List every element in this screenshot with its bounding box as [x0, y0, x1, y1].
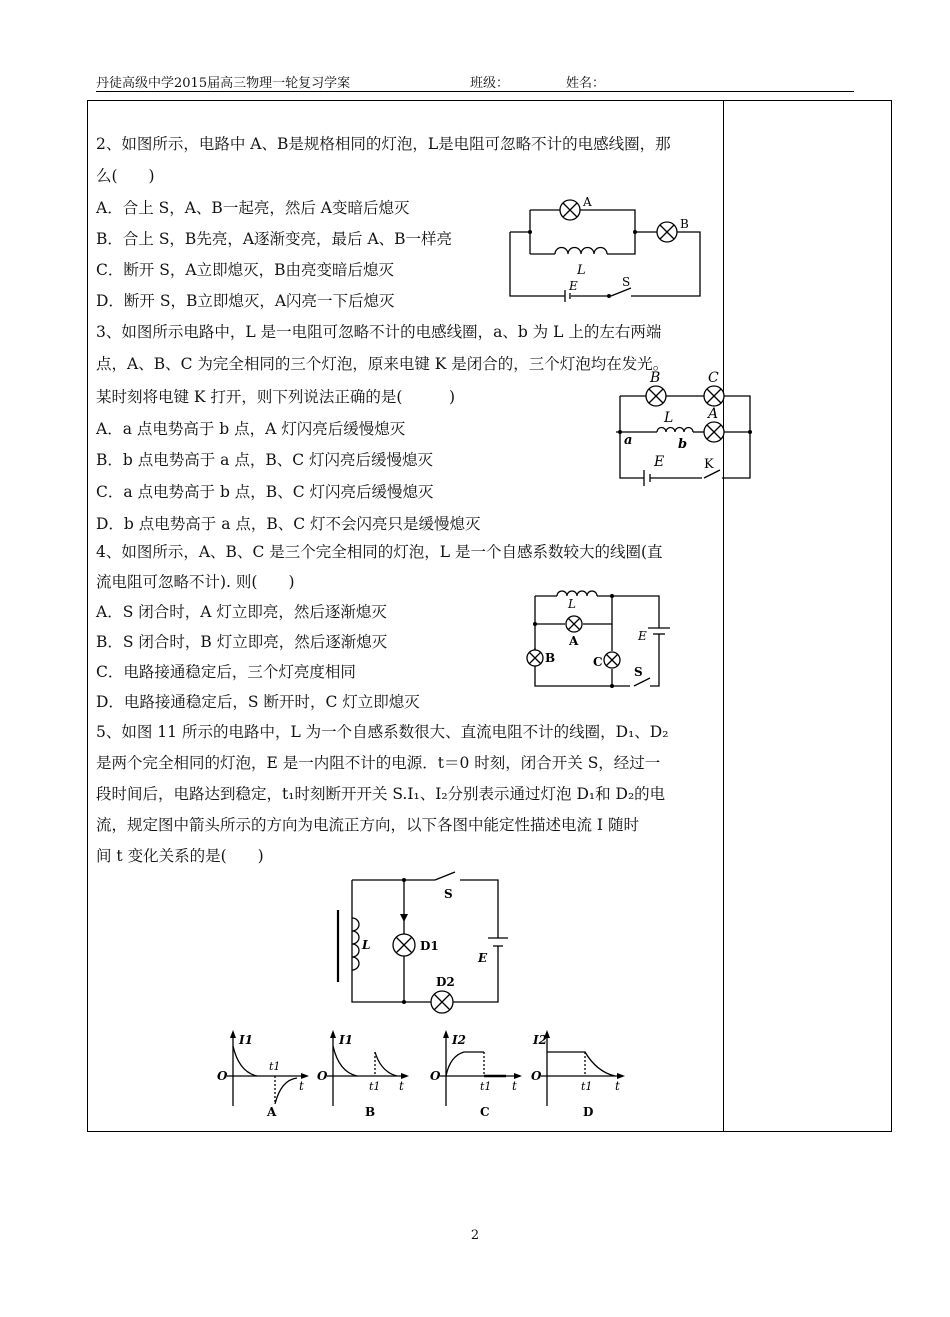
graph-b-t1: t1 [369, 1080, 381, 1093]
graph-c-origin: O [430, 1069, 441, 1083]
q3-option-d: D．b 点电势高于 a 点，B、C 灯不会闪亮只是缓慢熄灭 [96, 515, 481, 533]
q3-option-b: B．b 点电势高于 a 点，B、C 灯闪亮后缓慢熄灭 [96, 451, 434, 469]
q5-fig-label-s: S [444, 887, 453, 901]
graph-c-letter: C [480, 1105, 490, 1119]
graph-d-origin: O [531, 1069, 542, 1083]
lamp-c-icon [704, 386, 724, 406]
graph-d-t1: t1 [581, 1080, 593, 1093]
q3-stem-line-3: 某时刻将电键 K 打开，则下列说法正确的是( ) [96, 388, 456, 406]
graph-a-t1: t1 [269, 1060, 281, 1073]
q2-option-a: A．合上 S，A、B一起亮，然后 A变暗后熄灭 [96, 199, 410, 217]
q4-stem-line-2: 流电阻可忽略不计). 则( ) [96, 573, 295, 591]
lamp-a-icon [704, 422, 724, 442]
q2-option-d: D．断开 S，B立即熄灭，A闪亮一下后熄灭 [96, 292, 395, 310]
q5-circuit-diagram [330, 870, 520, 1020]
q4-option-d: D．电路接通稳定后，S 断开时，C 灯立即熄灭 [96, 693, 420, 711]
lamp-d1-icon [393, 934, 415, 956]
q3-fig-label-point-a: a [624, 433, 633, 448]
graph-b-ylabel: I1 [339, 1033, 353, 1047]
q4-stem-line-1: 4、如图所示，A、B、C 是三个完全相同的灯泡，L 是一个自感系数较大的线圈(直 [96, 543, 663, 561]
header-name-label: 姓名： [566, 76, 606, 91]
graph-d-ylabel: I2 [533, 1033, 547, 1047]
q3-option-a: A．a 点电势高于 b 点，A 灯闪亮后缓慢熄灭 [96, 420, 406, 438]
q4-fig-label-s: S [634, 665, 643, 679]
q4-option-c: C．电路接通稳定后，三个灯亮度相同 [96, 663, 356, 681]
graph-a-t: t [299, 1079, 304, 1093]
q5-stem-line-3: 段时间后，电路达到稳定，t₁时刻断开开关 S.I₁、I₂分别表示通过灯泡 D₁和 D₂的电 [96, 785, 666, 803]
graph-a-origin: O [217, 1069, 228, 1083]
q5-graph-c [426, 1028, 526, 1120]
q2-fig-label-a: A [583, 195, 592, 209]
lamp-a-icon [560, 200, 580, 220]
lamp-b-icon [646, 386, 666, 406]
q3-fig-label-a: A [708, 406, 719, 422]
graph-a-ylabel: I1 [239, 1033, 253, 1047]
q4-fig-label-a: A [569, 634, 579, 648]
q2-fig-label-b: B [680, 217, 689, 231]
page-header [96, 72, 854, 92]
q3-fig-label-c: C [708, 370, 719, 386]
q5-fig-label-d1: D1 [420, 939, 439, 953]
graph-b-letter: B [365, 1105, 376, 1119]
q4-fig-label-b: B [545, 651, 556, 665]
q3-fig-label-l: L [664, 410, 674, 426]
lamp-d2-icon [431, 991, 453, 1013]
q4-option-a: A．S 闭合时，A 灯立即亮，然后逐渐熄灭 [96, 603, 387, 621]
q3-fig-label-e: E [654, 454, 665, 470]
graph-b-origin: O [317, 1069, 328, 1083]
q5-fig-label-l: L [362, 938, 371, 952]
q3-stem-line-2: 点，A、B、C 为完全相同的三个灯泡，原来电键 K 是闭合的，三个灯泡均在发光。 [96, 355, 669, 373]
graph-a-letter: A [267, 1105, 277, 1119]
graph-d-t: t [615, 1079, 620, 1093]
lamp-b-icon [657, 222, 677, 242]
q3-fig-label-b: B [650, 370, 661, 386]
q2-fig-label-s: S [622, 275, 631, 289]
q4-fig-label-e: E [638, 629, 647, 643]
q5-fig-label-e: E [478, 951, 488, 965]
q2-stem-line-2: 么( ) [96, 167, 155, 185]
q3-stem-line-1: 3、如图所示电路中，L 是一电阻可忽略不计的电感线圈，a、b 为 L 上的左右两端 [96, 323, 662, 341]
graph-b-t: t [399, 1079, 404, 1093]
graph-c-t1: t1 [480, 1080, 492, 1093]
q2-fig-label-e: E [569, 279, 578, 293]
q3-fig-label-point-b: b [678, 437, 688, 452]
q2-option-c: C．断开 S，A立即熄灭，B由亮变暗后熄灭 [96, 261, 394, 279]
q5-graph-d [527, 1028, 631, 1120]
header-rule [96, 91, 854, 92]
q2-option-b: B．合上 S，B先亮，A逐渐变亮，最后 A、B一样亮 [96, 230, 453, 248]
q3-fig-label-k: K [704, 457, 714, 472]
q2-circuit-diagram [505, 192, 715, 306]
lamp-c-icon [604, 652, 620, 668]
q2-stem-line-1: 2、如图所示，电路中 A、B是规格相同的灯泡，L是电阻可忽略不计的电感线圈，那 [96, 135, 671, 153]
q4-fig-label-l: L [568, 597, 576, 611]
q3-option-c: C．a 点电势高于 b 点，B、C 灯闪亮后缓慢熄灭 [96, 483, 434, 501]
notes-column-divider [723, 100, 724, 1132]
page-number: 2 [470, 1228, 480, 1243]
q4-option-b: B．S 闭合时，B 灯立即亮，然后逐渐熄灭 [96, 633, 388, 651]
q2-fig-label-l: L [577, 263, 586, 278]
q5-stem-line-2: 是两个完全相同的灯泡，E 是一内阻不计的电源．t＝0 时刻，闭合开关 S，经过一 [96, 754, 661, 772]
q5-stem-line-4: 流，规定图中箭头所示的方向为电流正方向，以下各图中能定性描述电流 I 随时 [96, 816, 639, 834]
q4-fig-label-c: C [593, 655, 603, 669]
graph-c-t: t [512, 1079, 517, 1093]
header-class-label: 班级： [470, 76, 510, 91]
q5-fig-label-d2: D2 [436, 975, 455, 989]
q5-graph-b [313, 1028, 413, 1120]
q3-circuit-diagram [612, 366, 757, 490]
lamp-a-icon [566, 616, 582, 632]
graph-c-ylabel: I2 [452, 1033, 466, 1047]
graph-d-letter: D [583, 1105, 594, 1119]
q5-stem-line-1: 5、如图 11 所示的电路中，L 为一个自感系数很大、直流电阻不计的线圈，D₁、D₂ [96, 723, 669, 741]
lamp-b-icon [527, 650, 543, 666]
q4-circuit-diagram [522, 588, 672, 690]
q5-stem-line-5: 间 t 变化关系的是( ) [96, 847, 264, 865]
header-school: 丹徒高级中学2015届高三物理一轮复习学案 [96, 76, 351, 91]
q5-graph-a [213, 1028, 313, 1120]
